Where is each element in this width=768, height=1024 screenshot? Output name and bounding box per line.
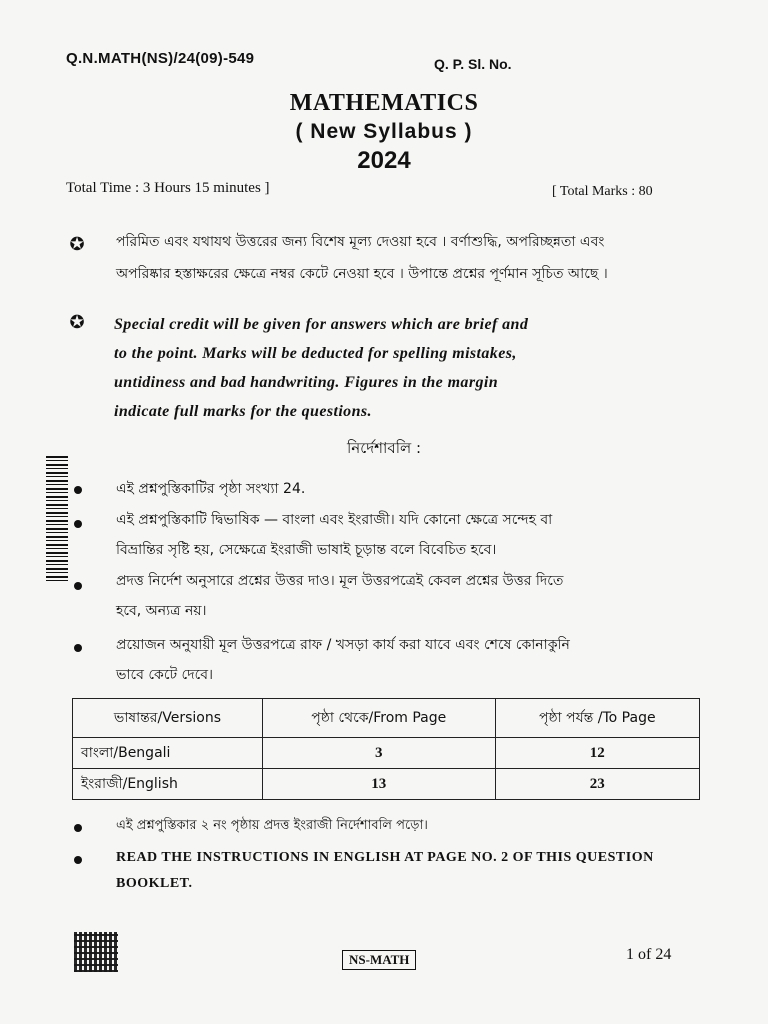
barcode [46, 456, 68, 584]
instruction-line: প্রদত্ত নির্দেশ অনুসারে প্রশ্নের উত্তর দাও। মূল উত্তরপত্রেই কেবল প্রশ্নের উত্তর দিতে [116, 573, 564, 589]
instruction-line: ভাবে কেটে দেবে। [116, 667, 213, 683]
question-code: Q.N.MATH(NS)/24(09)-549 [66, 50, 255, 67]
table-cell: ইংরাজী/English [73, 769, 263, 800]
qr-code [74, 932, 118, 972]
instruction-item [116, 474, 716, 504]
versions-table [72, 698, 700, 800]
bengali-footer-note: এই প্রশ্নপুস্তিকার ২ নং পৃষ্ঠায় প্রদত্ত ইংরাজী নির্দেশাবলি পড়ো। [116, 818, 428, 833]
bengali-note-line: অপরিষ্কার হস্তাক্ষরের ক্ষেত্রে নম্বর কেটে নেওয়া হবে । উপান্তে প্রশ্নের পূর্ণমান সূচিত আছে । [116, 266, 608, 282]
bullet-icon [74, 582, 82, 590]
english-note-line: indicate full marks for the questions. [114, 403, 372, 420]
table-row [73, 738, 700, 769]
bullet-icon [74, 520, 82, 528]
bullet-icon [74, 486, 82, 494]
page-number: 1 of 24 [626, 946, 672, 963]
english-note-line: Special credit will be given for answers which are brief and [114, 316, 529, 333]
english-footer-note: READ THE INSTRUCTIONS IN ENGLISH AT PAGE NO. 2 OF THIS QUESTION BOOKLET. [116, 850, 654, 891]
bengali-note [116, 226, 716, 290]
subject-title: MATHEMATICS [289, 90, 479, 116]
exam-year: 2024 [357, 147, 411, 174]
instruction-line: এই প্রশ্নপুস্তিকাটির পৃষ্ঠা সংখ্যা 24. [116, 481, 306, 497]
instruction-line: প্রয়োজন অনুযায়ী মূল উত্তরপত্রে রাফ / খসড়া কার্য করা যাবে এবং শেষে কোনাকুনি [116, 637, 570, 653]
instructions-heading: নির্দেশাবলি : [346, 439, 421, 457]
bullet-icon [74, 856, 82, 864]
table-cell: 3 [262, 738, 495, 769]
total-marks: [ Total Marks : 80 [552, 184, 653, 199]
table-cell: 23 [495, 769, 699, 800]
total-time: Total Time : 3 Hours 15 minutes ] [66, 180, 270, 196]
instruction-line: এই প্রশ্নপুস্তিকাটি দ্বিভাষিক — বাংলা এবং ইংরাজী। যদি কোনো ক্ষেত্রে সন্দেহ বা [116, 512, 553, 528]
instruction-item [116, 630, 716, 690]
english-note-line: to the point. Marks will be deducted for spelling mistakes, [114, 345, 517, 362]
bullet-icon [74, 644, 82, 652]
table-header: পৃষ্ঠা পর্যন্ত /To Page [495, 699, 699, 738]
star-icon: ✪ [69, 234, 85, 255]
table-cell: বাংলা/Bengali [73, 738, 263, 769]
instruction-item [116, 566, 716, 626]
star-icon: ✪ [69, 312, 85, 333]
qp-serial-label: Q. P. Sl. No. [434, 56, 512, 72]
table-row [73, 769, 700, 800]
table-header: পৃষ্ঠা থেকে/From Page [262, 699, 495, 738]
instruction-line: হবে, অন্যত্র নয়। [116, 603, 207, 619]
booklet-code: NS-MATH [342, 950, 416, 970]
table-header: ভাষান্তর/Versions [73, 699, 263, 738]
table-cell: 13 [262, 769, 495, 800]
table-cell: 12 [495, 738, 699, 769]
english-note-line: untidiness and bad handwriting. Figures in the margin [114, 374, 498, 391]
bengali-note-line: পরিমিত এবং যথাযথ উত্তরের জন্য বিশেষ মূল্য দেওয়া হবে । বর্ণাশুদ্ধি, অপরিচ্ছন্নতা এবং [116, 234, 605, 250]
syllabus-subtitle: ( New Syllabus ) [295, 120, 473, 143]
instruction-item [116, 505, 716, 565]
bullet-icon [74, 824, 82, 832]
instruction-line: বিভ্রান্তির সৃষ্টি হয়, সেক্ষেত্রে ইংরাজী ভাষাই চূড়ান্ত বলে বিবেচিত হবে। [116, 542, 497, 558]
table-header-row [73, 699, 700, 738]
english-note [114, 310, 714, 426]
